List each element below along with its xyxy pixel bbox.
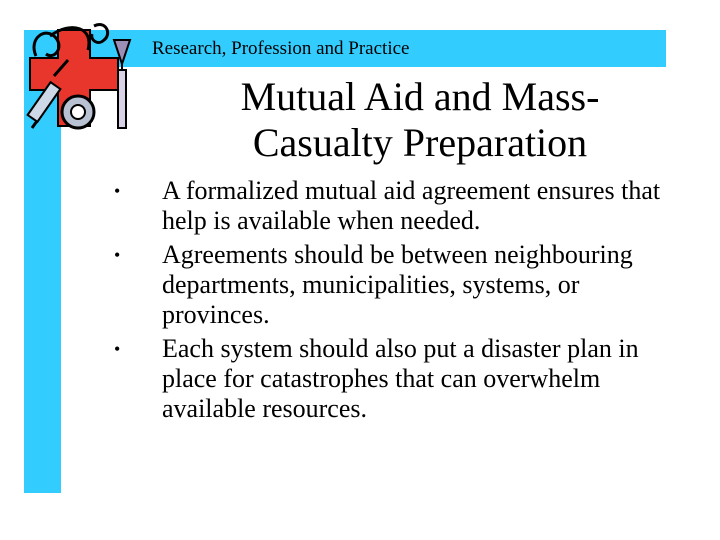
bullet-marker: •	[114, 181, 121, 201]
slide-title-line2: Casualty Preparation	[252, 120, 588, 165]
bullet-item	[112, 176, 672, 236]
bullet-text: A formalized mutual aid agreement ensures that help is available when needed.	[162, 176, 661, 235]
bullet-item	[112, 334, 672, 424]
bullet-list	[112, 176, 672, 428]
slide-title-line1: Mutual Aid and Mass-	[240, 74, 600, 119]
bullet-marker: •	[114, 339, 121, 359]
header-text: Research, Profession and Practice	[152, 38, 410, 59]
bullet-item	[112, 240, 672, 330]
slide-title	[180, 74, 660, 166]
bullet-marker: •	[114, 245, 121, 265]
medical-equipment-icon	[20, 16, 150, 146]
bullet-text: Each system should also put a disaster plan in place for catastrophes that can overwhelm available resources.	[162, 334, 639, 423]
bullet-text: Agreements should be between neighbouring departments, municipalities, systems, or provinces.	[162, 240, 633, 329]
